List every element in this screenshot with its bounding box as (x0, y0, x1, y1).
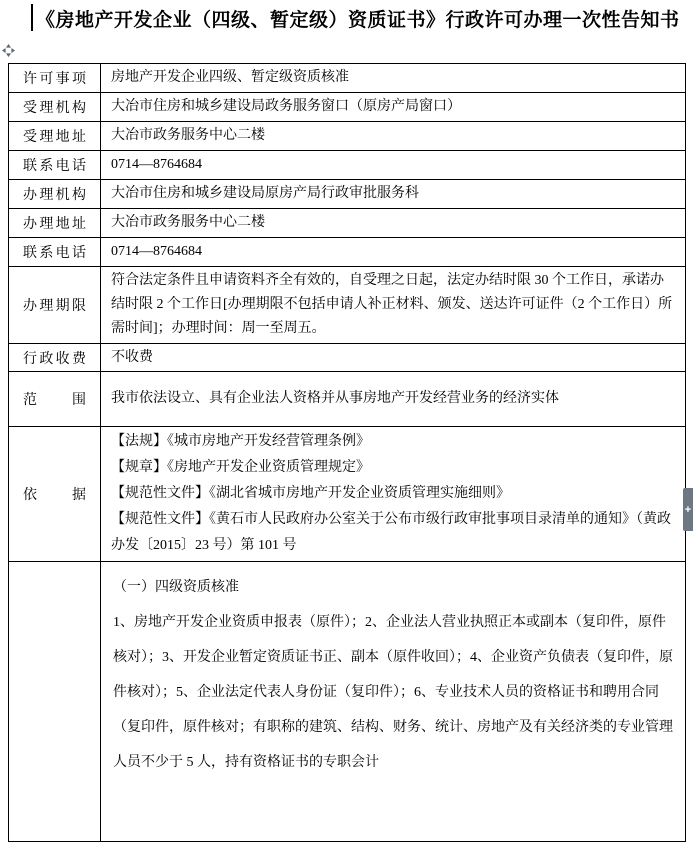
side-plus-handle[interactable] (683, 488, 693, 531)
row-label-scope: 范围 (9, 372, 101, 427)
table-row-basis (9, 427, 686, 562)
table-row-license-item (9, 64, 686, 93)
table-row-accepting-address (9, 122, 686, 151)
row-value-accepting-agency: 大冶市住房和城乡建设局政务服务窗口（原房产局窗口） (101, 93, 686, 122)
move-arrows-icon (2, 44, 15, 57)
row-label-contact-phone-1: 联系电话 (9, 151, 101, 180)
row-label-basis: 依据 (9, 427, 101, 562)
table-row-handling-address (9, 209, 686, 238)
table-row-handling-agency (9, 180, 686, 209)
row-label-handling-address: 办理地址 (9, 209, 101, 238)
row-value-processing-period: 符合法定条件且申请资料齐全有效的，自受理之日起，法定办结时限 30 个工作日，承诺办结时限 2 个工作日[办理期限不包括申请人补正材料、颁发、送达许可证件（2 个工作日）所需时间]；办理时间：周一至周五。 (101, 267, 686, 344)
table-row-admin-fee (9, 344, 686, 372)
table-row-accepting-agency (9, 93, 686, 122)
table-row-materials (9, 562, 686, 842)
row-label-handling-agency: 办理机构 (9, 180, 101, 209)
row-label-accepting-agency: 受理机构 (9, 93, 101, 122)
materials-list-text: 1、房地产开发企业资质申报表（原件）；2、企业法人营业执照正本或副本（复印件，原件核对）；3、开发企业暂定资质证书正、副本（原件收回）；4、企业资产负债表（复印件，原件核对）；5、企业法定代表人身份证（复印件）；6、专业技术人员的资格证书和聘用合同（复印件，原件核对；有职称的建筑、结构、财务、统计、房地产及有关经济类的专业管理人员不少于 5 人，持有资格证书的专职会计 (113, 615, 673, 770)
row-label-materials (9, 562, 101, 842)
materials-section-heading: （一）四级资质核准 (113, 580, 239, 595)
row-label-accepting-address: 受理地址 (9, 122, 101, 151)
row-value-accepting-address: 大冶市政务服务中心二楼 (101, 122, 686, 151)
notice-table (8, 63, 686, 842)
row-value-materials (101, 562, 686, 842)
row-value-handling-address: 大冶市政务服务中心二楼 (101, 209, 686, 238)
row-value-scope: 我市依法设立、具有企业法人资格并从事房地产开发经营业务的经济实体 (101, 372, 686, 427)
row-value-contact-phone-2: 0714—8764684 (101, 238, 686, 267)
table-move-handle-icon[interactable] (2, 44, 15, 57)
row-value-basis (101, 427, 686, 562)
page-title: 《房地产开发企业（四级、暂定级）资质证书》行政许可办理一次性告知书 (36, 10, 680, 31)
row-label-processing-period: 办理期限 (9, 267, 101, 344)
row-label-admin-fee: 行政收费 (9, 344, 101, 372)
basis-item-normative-2: 【规范性文件】《黄石市人民政府办公室关于公布市级行政审批事项目录清单的通知》（黄政办发〔2015〕23 号）第 101 号 (111, 512, 671, 553)
row-value-contact-phone-1: 0714—8764684 (101, 151, 686, 180)
table-row-contact-phone-2 (9, 238, 686, 267)
plus-icon: + (684, 503, 692, 516)
row-value-handling-agency: 大冶市住房和城乡建设局原房产局行政审批服务科 (101, 180, 686, 209)
table-row-contact-phone-1 (9, 151, 686, 180)
table-row-processing-period (9, 267, 686, 344)
row-label-contact-phone-2: 联系电话 (9, 238, 101, 267)
basis-item-regulation: 【法规】《城市房地产开发经营管理条例》 (111, 434, 370, 449)
table-row-scope (9, 372, 686, 427)
row-label-license-item: 许可事项 (9, 64, 101, 93)
basis-item-normative-1: 【规范性文件】《湖北省城市房地产开发企业资质管理实施细则》 (111, 486, 510, 501)
basis-item-rule: 【规章】《房地产开发企业资质管理规定》 (111, 460, 370, 475)
row-value-admin-fee: 不收费 (101, 344, 686, 372)
row-value-license-item: 房地产开发企业四级、暂定级资质核准 (101, 64, 686, 93)
text-cursor (31, 4, 33, 31)
